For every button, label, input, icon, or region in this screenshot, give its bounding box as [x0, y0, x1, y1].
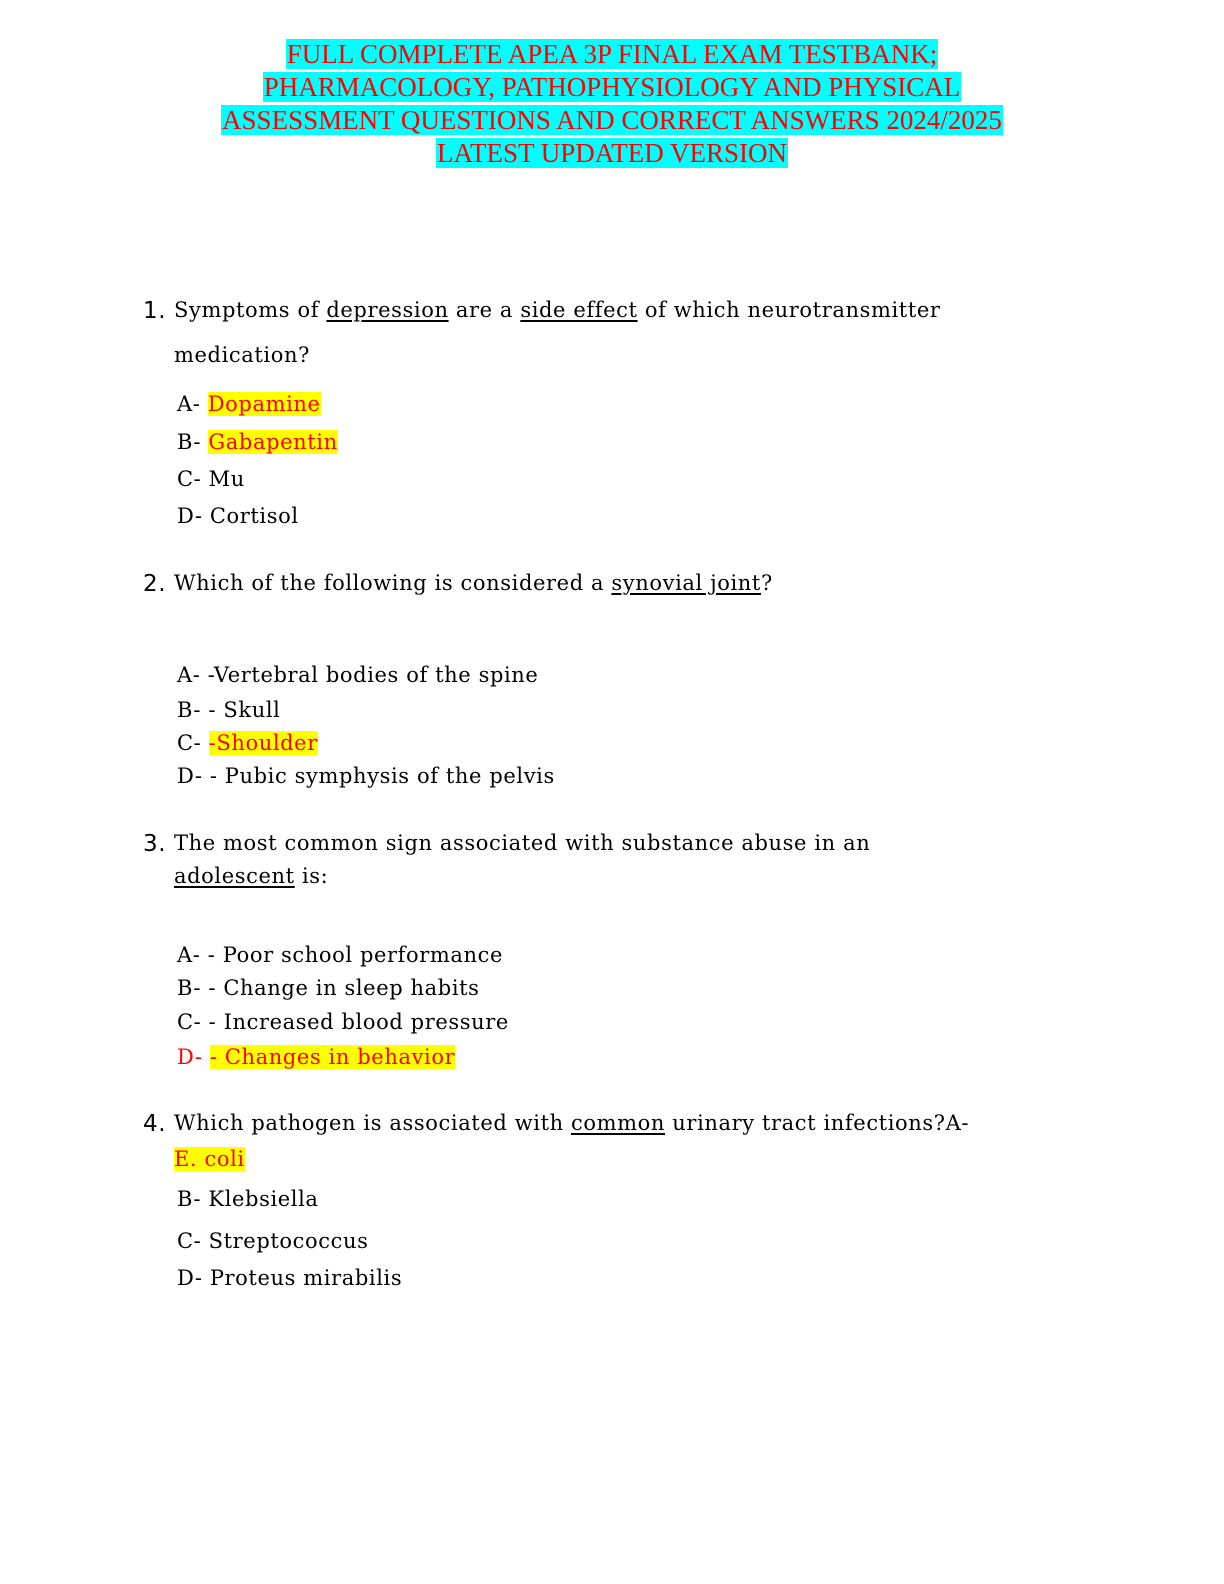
- option-d: [177, 1045, 455, 1069]
- title-line-text: LATEST UPDATED VERSION: [436, 138, 788, 168]
- question-text-part: Which of the following is considered a: [174, 571, 612, 595]
- title-line: [0, 38, 1224, 71]
- question-text-part: ?: [760, 571, 773, 595]
- question-text-part: Which pathogen is associated with: [174, 1111, 572, 1135]
- option-label: C-: [177, 1010, 209, 1034]
- option-label: A-: [177, 663, 208, 687]
- option-label: D-: [177, 1266, 210, 1290]
- option-label: D-: [177, 504, 210, 528]
- option-text: Proteus mirabilis: [209, 1266, 403, 1290]
- option-label: D-: [177, 764, 210, 788]
- option-d: [177, 1266, 402, 1290]
- option-text: - Skull: [208, 698, 281, 722]
- underlined-term: adolescent: [174, 864, 295, 888]
- option-text: Klebsiella: [208, 1187, 319, 1211]
- question-2-stem: [143, 571, 1043, 595]
- question-4-stem-line2: [143, 1147, 1043, 1171]
- question-3-stem: [143, 831, 1043, 855]
- option-c: [177, 467, 245, 491]
- underlined-term: common: [571, 1111, 666, 1135]
- option-a: [177, 943, 503, 967]
- option-text: Mu: [208, 467, 245, 491]
- question-number: 1.: [143, 298, 167, 324]
- option-label: C-: [177, 731, 209, 755]
- option-b: [177, 1187, 319, 1211]
- option-label: C-: [177, 467, 209, 491]
- question-text: The most common sign associated with substance abuse in an: [174, 831, 871, 855]
- question-text: [174, 571, 1043, 595]
- question-text-part: urinary tract infections?A-: [665, 1111, 970, 1135]
- question-number: 3.: [143, 831, 167, 857]
- option-d: [177, 764, 555, 788]
- option-c: [177, 1229, 369, 1253]
- highlighted-answer: -Shoulder: [208, 731, 318, 755]
- highlighted-answer: Gabapentin: [208, 430, 338, 454]
- option-label: B-: [177, 1187, 209, 1211]
- question-text-part: is:: [294, 864, 329, 888]
- option-d: [177, 504, 299, 528]
- question-number: 2.: [143, 571, 167, 597]
- question-3-stem-line2: [143, 864, 1043, 888]
- option-label: B-: [177, 698, 209, 722]
- title-line-text: PHARMACOLOGY, PATHOPHYSIOLOGY AND PHYSICAL: [263, 72, 961, 102]
- title-line: [0, 137, 1224, 170]
- question-text-part: are a: [448, 298, 521, 322]
- question-text: [174, 298, 1043, 322]
- underlined-term: side effect: [520, 298, 638, 322]
- underlined-term: depression: [326, 298, 449, 322]
- option-b: [177, 698, 280, 722]
- option-label: A-: [177, 943, 208, 967]
- title-line: [0, 71, 1224, 104]
- highlighted-answer: Dopamine: [207, 392, 321, 416]
- option-text: Streptococcus: [208, 1229, 369, 1253]
- option-c: [177, 1010, 509, 1034]
- option-label: A-: [177, 392, 208, 416]
- option-text: Cortisol: [209, 504, 299, 528]
- highlighted-answer: E. coli: [174, 1147, 245, 1171]
- option-label: B-: [177, 976, 209, 1000]
- document-title: [0, 38, 1224, 170]
- title-line-text: FULL COMPLETE APEA 3P FINAL EXAM TESTBANK;: [286, 39, 938, 69]
- option-label: D-: [177, 1045, 210, 1069]
- option-a: [177, 392, 321, 416]
- question-text: medication?: [174, 343, 310, 367]
- option-b: [177, 430, 338, 454]
- question-1-stem: [143, 298, 1043, 322]
- option-b: [177, 976, 480, 1000]
- option-text: - Change in sleep habits: [208, 976, 480, 1000]
- option-text: -Vertebral bodies of the spine: [207, 663, 539, 687]
- option-text: - Poor school performance: [207, 943, 504, 967]
- question-4-stem: [143, 1111, 1043, 1135]
- highlighted-answer: - Changes in behavior: [209, 1045, 456, 1069]
- question-text: [174, 1111, 1043, 1135]
- question-number: 4.: [143, 1111, 167, 1137]
- question-text-part: of which neurotransmitter: [637, 298, 941, 322]
- question-text: [174, 864, 1043, 888]
- option-label: C-: [177, 1229, 209, 1253]
- question-text: [174, 1147, 1043, 1171]
- option-a: [177, 663, 538, 687]
- option-c: [177, 731, 318, 755]
- option-label: B-: [177, 430, 209, 454]
- option-text: - Increased blood pressure: [208, 1010, 509, 1034]
- question-1-stem-line2: [143, 343, 1043, 367]
- option-text: - Pubic symphysis of the pelvis: [209, 764, 555, 788]
- question-text-part: Symptoms of: [174, 298, 327, 322]
- title-line: [0, 104, 1224, 137]
- underlined-term: synovial joint: [611, 571, 761, 595]
- title-line-text: ASSESSMENT QUESTIONS AND CORRECT ANSWERS 2024/2025: [222, 105, 1002, 135]
